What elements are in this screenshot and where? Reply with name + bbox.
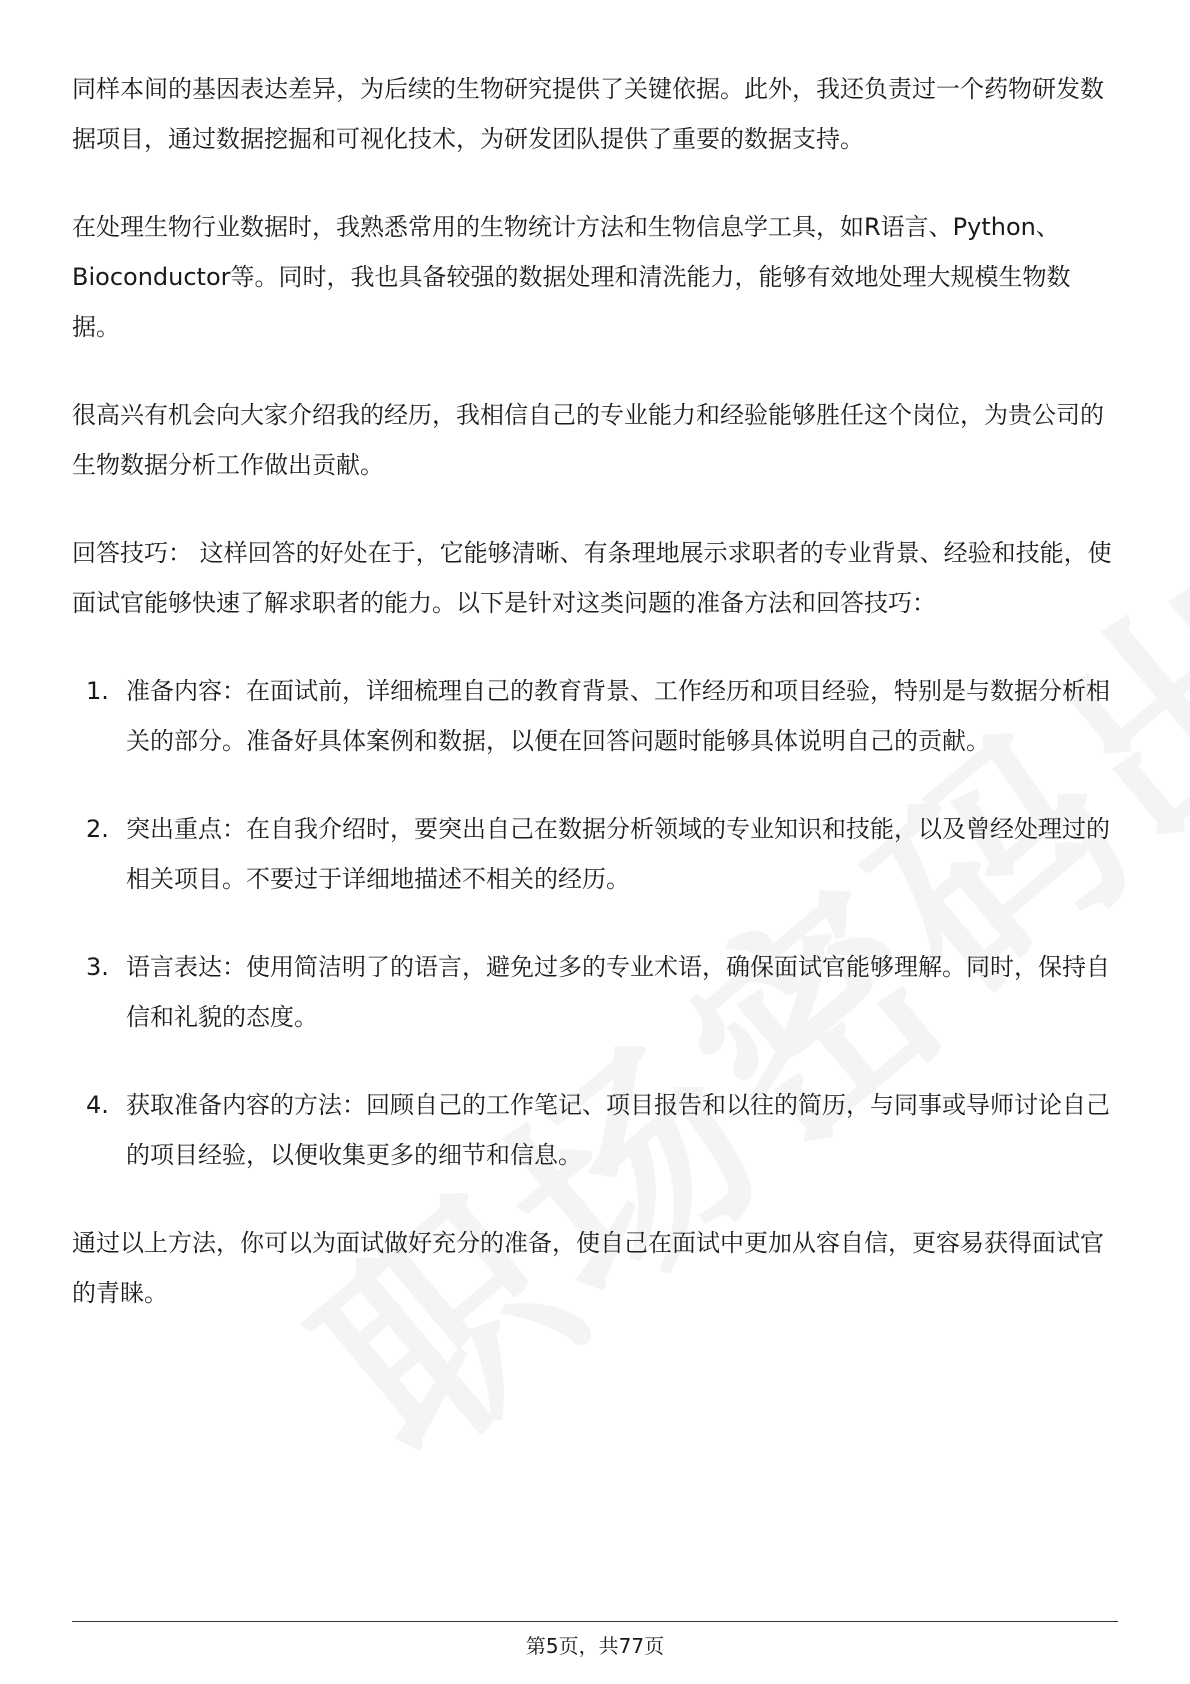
list-text: 准备内容：在面试前，详细梳理自己的教育背景、工作经历和项目经验，特别是与数据分析相关的部分。准备好具体案例和数据，以便在回答问题时能够具体说明自己的贡献。 bbox=[126, 677, 1110, 755]
list-number: 4. bbox=[86, 1091, 109, 1119]
paragraph-answer-tips: 回答技巧： 这样回答的好处在于，它能够清晰、有条理地展示求职者的专业背景、经验和技能，使面试官能够快速了解求职者的能力。以下是针对这类问题的准备方法和回答技巧： bbox=[72, 539, 1112, 617]
list-text: 突出重点：在自我介绍时，要突出自己在数据分析领域的专业知识和技能，以及曾经处理过的相关项目。不要过于详细地描述不相关的经历。 bbox=[126, 815, 1110, 893]
footer-divider bbox=[72, 1621, 1118, 1622]
list-item bbox=[72, 666, 1118, 766]
paragraph-gene-expression: 同样本间的基因表达差异，为后续的生物研究提供了关键依据。此外，我还负责过一个药物研发数据项目，通过数据挖掘和可视化技术，为研发团队提供了重要的数据支持。 bbox=[72, 75, 1104, 153]
list-number: 1. bbox=[86, 677, 109, 705]
page-number: 第5页，共77页 bbox=[525, 1634, 665, 1658]
list-text: 获取准备内容的方法：回顾自己的工作笔记、项目报告和以往的简历，与同事或导师讨论自己的项目经验，以便收集更多的细节和信息。 bbox=[126, 1091, 1110, 1169]
paragraph-closing-intro: 很高兴有机会向大家介绍我的经历，我相信自己的专业能力和经验能够胜任这个岗位，为贵公司的生物数据分析工作做出贡献。 bbox=[72, 401, 1104, 479]
list-text: 语言表达：使用简洁明了的语言，避免过多的专业术语，确保面试官能够理解。同时，保持自信和礼貌的态度。 bbox=[126, 953, 1110, 1031]
list-item bbox=[72, 1080, 1118, 1180]
paragraph-tools: 在处理生物行业数据时，我熟悉常用的生物统计方法和生物信息学工具，如R语言、Python、Bioconductor等。同时，我也具备较强的数据处理和清洗能力，能够有效地处理大规模生物数据。 bbox=[72, 213, 1071, 341]
page-content bbox=[72, 64, 1118, 1356]
list-item bbox=[72, 942, 1118, 1042]
list-item bbox=[72, 804, 1118, 904]
list-number: 2. bbox=[86, 815, 109, 843]
paragraph-conclusion: 通过以上方法，你可以为面试做好充分的准备，使自己在面试中更加从容自信，更容易获得面试官的青睐。 bbox=[72, 1229, 1104, 1307]
list-number: 3. bbox=[86, 953, 109, 981]
